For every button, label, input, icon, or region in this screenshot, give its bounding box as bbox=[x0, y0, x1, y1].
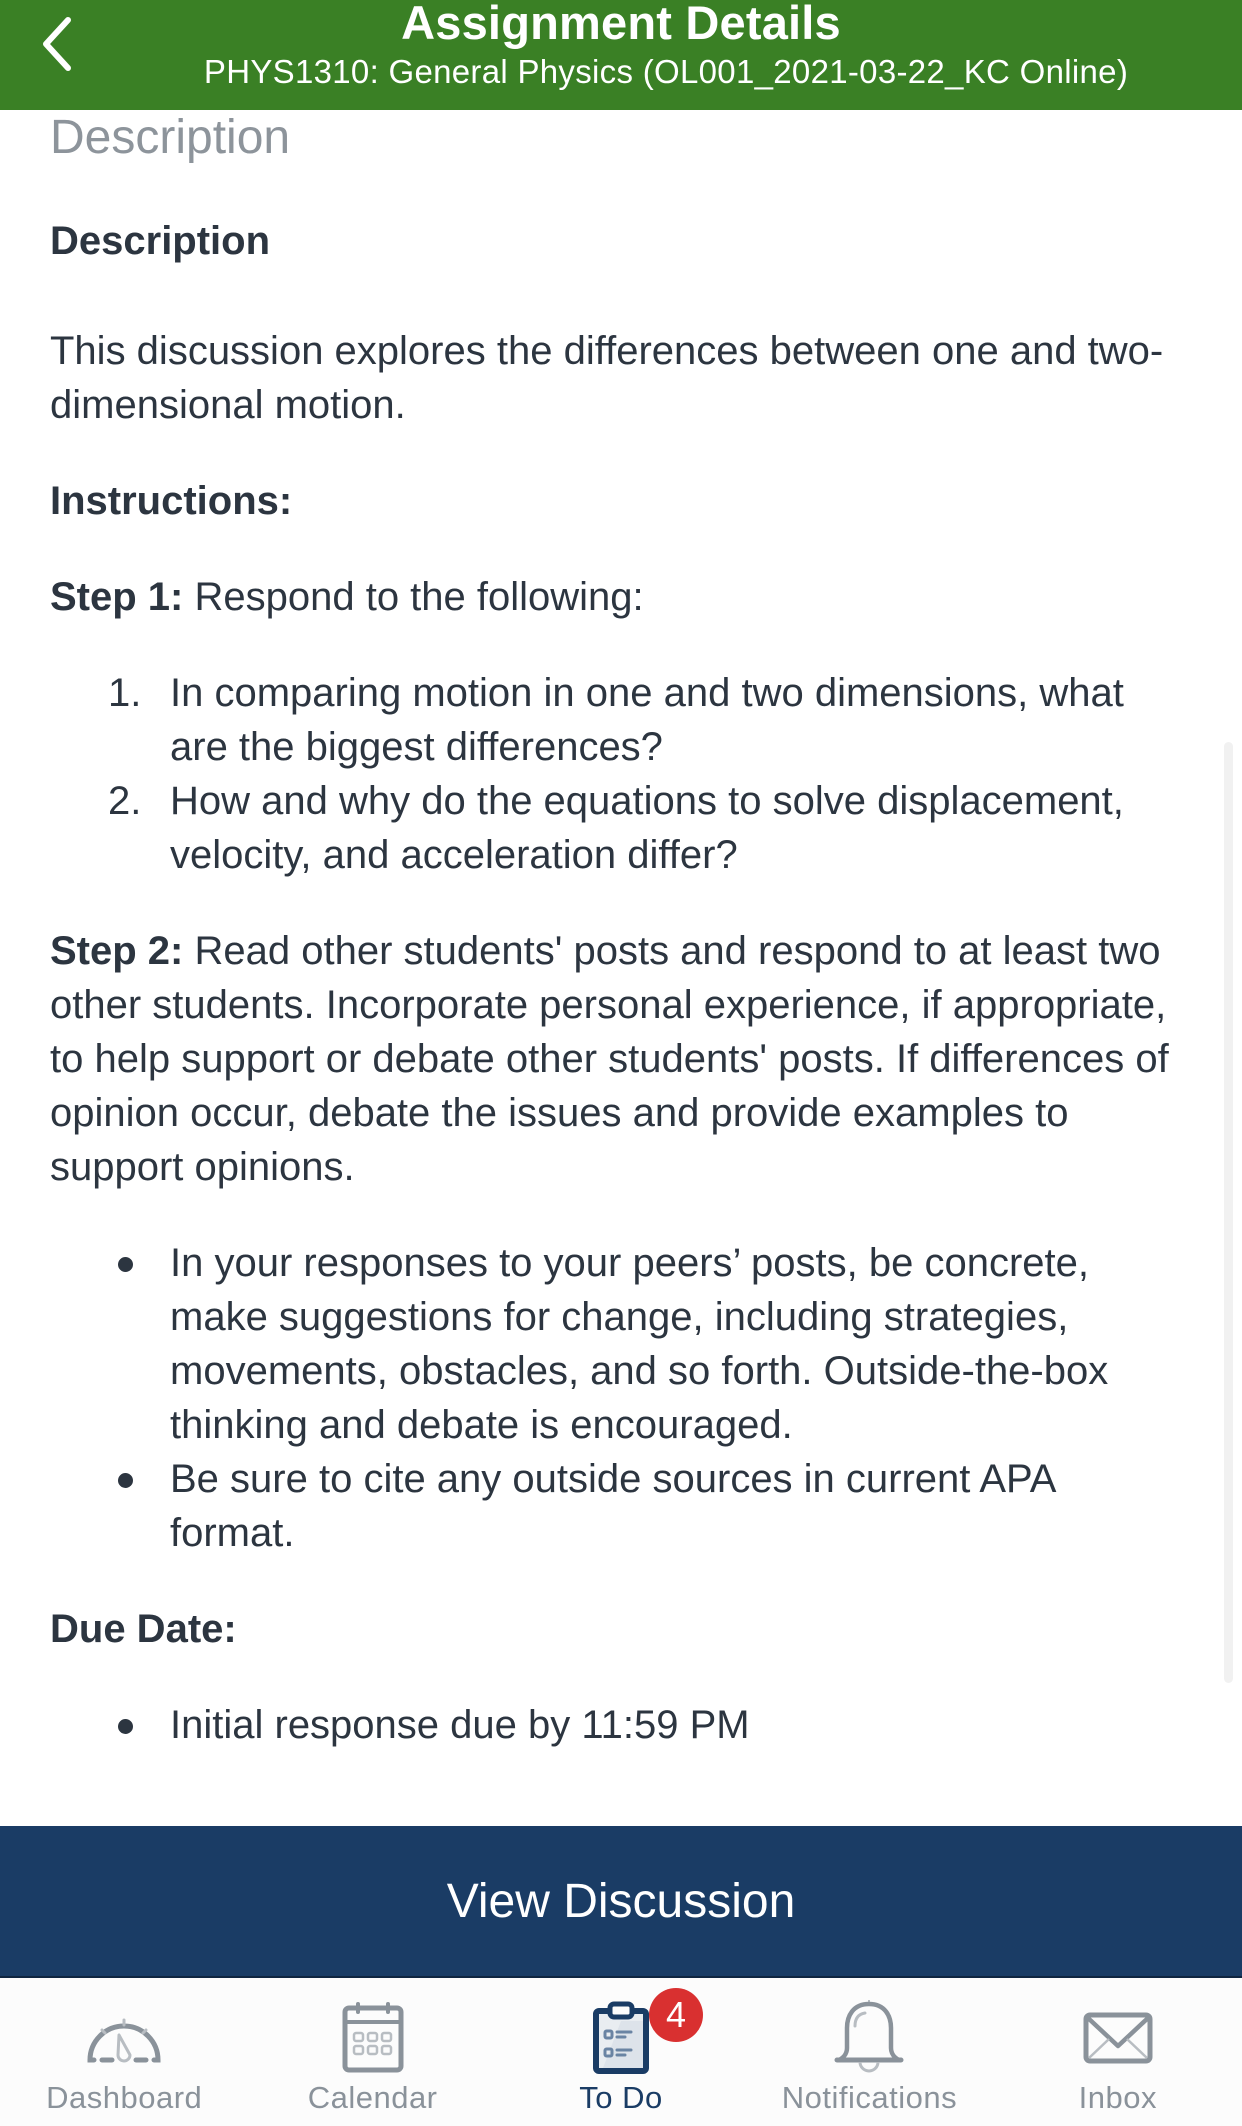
tab-label: Inbox bbox=[1078, 2080, 1157, 2115]
dashboard-gauge-icon bbox=[84, 1998, 164, 2078]
nav-header bbox=[0, 0, 1242, 110]
tab-label: To Do bbox=[579, 2080, 663, 2115]
bullet-dot bbox=[118, 1257, 133, 1272]
list-item-text: Initial response due by 11:59 PM bbox=[170, 1703, 750, 1747]
section-label: Description bbox=[50, 111, 291, 164]
calendar-icon bbox=[333, 1998, 413, 2078]
list-item-text: How and why do the equations to solve displacement, velocity, and acceleration differ? bbox=[170, 779, 1124, 877]
todo-count-badge: 4 bbox=[649, 1988, 703, 2042]
page-title: Assignment Details bbox=[401, 0, 841, 49]
list-item-text: In your responses to your peers’ posts, be concrete, make suggestions for change, including strategies, movements, obstacles, and so forth. Outside-the-box thinking and debate is encouraged. bbox=[170, 1241, 1109, 1447]
bell-icon bbox=[829, 1998, 909, 2078]
description-body bbox=[50, 214, 1180, 1794]
step2-bullets-list bbox=[50, 1236, 1180, 1560]
instructions-heading: Instructions: bbox=[50, 479, 293, 523]
course-subtitle: PHYS1310: General Physics (OL001_2021-03-22_KC Online) bbox=[203, 53, 1129, 90]
list-item-text: In comparing motion in one and two dimensions, what are the biggest differences? bbox=[170, 671, 1124, 769]
tab-bar bbox=[0, 1978, 1242, 2126]
due-date-heading: Due Date: bbox=[50, 1607, 237, 1651]
list-number: 1. bbox=[108, 671, 142, 715]
tab-calendar[interactable] bbox=[248, 1978, 496, 2126]
tab-todo[interactable] bbox=[497, 1978, 745, 2126]
list-item bbox=[50, 666, 1180, 774]
bullet-dot bbox=[118, 1719, 133, 1734]
list-item bbox=[50, 1698, 1180, 1752]
tab-dashboard[interactable] bbox=[0, 1978, 248, 2126]
tab-notifications[interactable] bbox=[745, 1978, 993, 2126]
step1-text: Respond to the following: bbox=[183, 575, 644, 619]
tab-inbox[interactable] bbox=[994, 1978, 1242, 2126]
list-item bbox=[50, 1236, 1180, 1452]
due-date-list bbox=[50, 1698, 1180, 1752]
list-number: 2. bbox=[108, 779, 142, 823]
description-scroll-area[interactable] bbox=[0, 110, 1242, 1826]
tab-label: Calendar bbox=[307, 2080, 438, 2115]
list-item-text: Be sure to cite any outside sources in current APA format. bbox=[170, 1457, 1055, 1555]
intro-paragraph: This discussion explores the differences between one and two-dimensional motion. bbox=[50, 329, 1164, 427]
step1-questions-list bbox=[50, 666, 1180, 882]
view-discussion-button[interactable]: View Discussion bbox=[0, 1826, 1242, 1978]
tab-label: Dashboard bbox=[46, 2080, 203, 2115]
step1-paragraph bbox=[50, 570, 1180, 624]
step2-text: Read other students' posts and respond to at least two other students. Incorporate personal experience, if appropriate, to help support or debate other students' posts. If differences of opinion occur, debate the issues and provide examples to support opinions. bbox=[50, 929, 1169, 1189]
step1-label: Step 1: bbox=[50, 575, 184, 619]
list-item bbox=[50, 1452, 1180, 1560]
scrollbar[interactable] bbox=[1224, 742, 1233, 1683]
bullet-dot bbox=[118, 1473, 133, 1488]
envelope-icon bbox=[1078, 1998, 1158, 2078]
step2-paragraph bbox=[50, 924, 1180, 1194]
list-item bbox=[50, 774, 1180, 882]
description-heading: Description bbox=[50, 219, 271, 263]
tab-label: Notifications bbox=[781, 2080, 958, 2115]
step2-label: Step 2: bbox=[50, 929, 184, 973]
